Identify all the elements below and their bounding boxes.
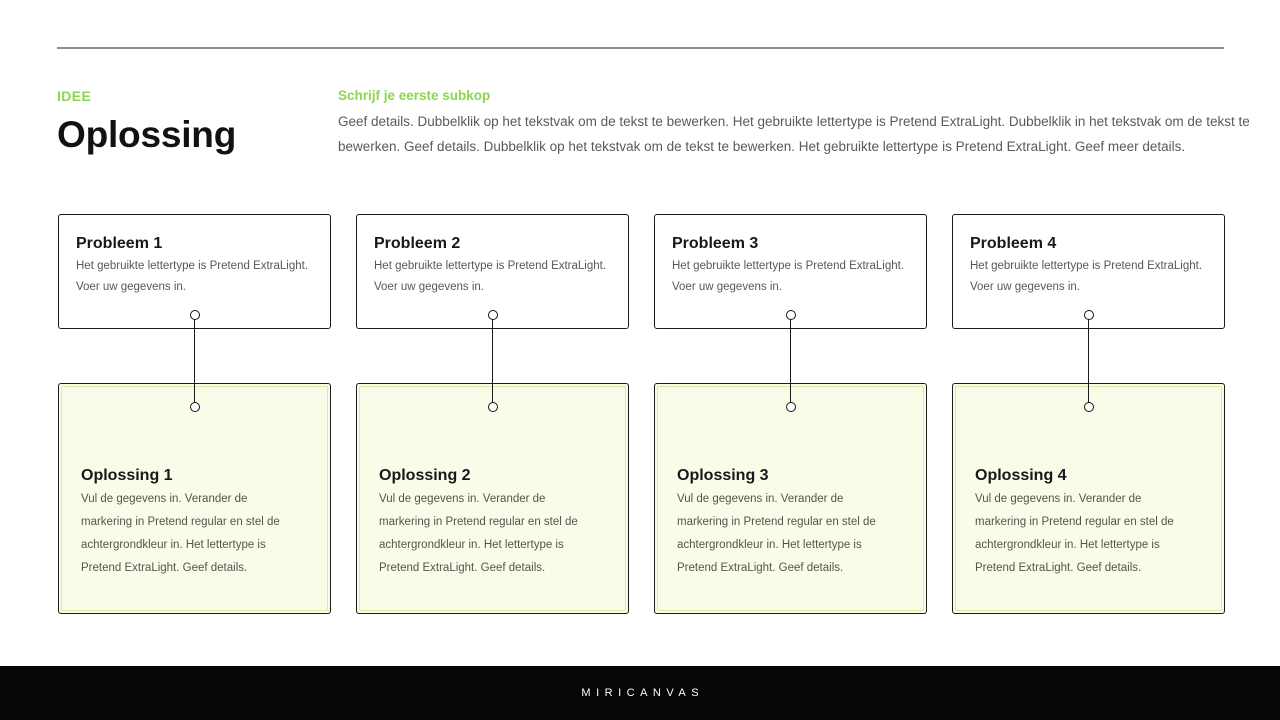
solution-body-line: markering in Pretend regular en stel de <box>81 516 280 528</box>
problem-body-line: Voer uw gegevens in. <box>672 281 782 293</box>
footer-bar <box>0 666 1280 720</box>
connector-dot-bottom <box>1084 402 1094 412</box>
problem-body-line: Het gebruikte lettertype is Pretend ExtraLight. <box>374 260 607 272</box>
problem-solution-column-3 <box>654 214 927 614</box>
solution-body-line: Vul de gegevens in. Verander de <box>975 493 1142 505</box>
problem-solution-column-1 <box>58 214 331 614</box>
intro-line: Geef details. Dubbelklik op het tekstvak om de tekst te bewerken. Het gebruikte lettertype is Pretend ExtraLight. Dubbelklik in het tekstvak om de tekst te <box>338 114 1250 129</box>
connector-dot-bottom <box>190 402 200 412</box>
connector-line <box>194 315 196 407</box>
solution-card-3[interactable] <box>654 383 927 614</box>
connector-dot-top <box>786 310 796 320</box>
problem-body-line: Voer uw gegevens in. <box>374 281 484 293</box>
solution-body-line: Vul de gegevens in. Verander de <box>677 493 844 505</box>
connector-line <box>492 315 494 407</box>
connector-line <box>1088 315 1090 407</box>
problem-body-line: Het gebruikte lettertype is Pretend ExtraLight. <box>970 260 1203 272</box>
solution-card-2[interactable] <box>356 383 629 614</box>
problem-title: Probleem 3 <box>672 235 759 252</box>
problem-body-line: Het gebruikte lettertype is Pretend ExtraLight. <box>76 260 309 272</box>
solution-body-line: Pretend ExtraLight. Geef details. <box>975 562 1142 574</box>
solution-body-line: markering in Pretend regular en stel de <box>975 516 1174 528</box>
problem-title: Probleem 1 <box>76 235 163 252</box>
solution-body-line: Pretend ExtraLight. Geef details. <box>379 562 546 574</box>
problem-title: Probleem 2 <box>374 235 461 252</box>
problem-body-line: Voer uw gegevens in. <box>970 281 1080 293</box>
intro-paragraph[interactable] <box>338 109 1250 159</box>
solution-body-line: Vul de gegevens in. Verander de <box>379 493 546 505</box>
connector-dot-top <box>488 310 498 320</box>
solution-title: Oplossing 2 <box>379 467 471 484</box>
top-divider-rule <box>57 47 1224 49</box>
header-right-block <box>338 88 1250 159</box>
solution-title: Oplossing 3 <box>677 467 769 484</box>
solution-body-line: achtergrondkleur in. Het lettertype is <box>975 539 1160 551</box>
solution-body-line: Pretend ExtraLight. Geef details. <box>677 562 844 574</box>
page-title[interactable]: Oplossing <box>57 114 237 155</box>
solution-title: Oplossing 4 <box>975 467 1067 484</box>
intro-line: bewerken. Geef details. Dubbelklik op het tekstvak om de tekst te bewerken. Het gebruikte lettertype is Pretend ExtraLight. Geef meer details. <box>338 139 1186 154</box>
solution-body-line: markering in Pretend regular en stel de <box>677 516 876 528</box>
subheading-label[interactable]: Schrijf je eerste subkop <box>338 88 491 103</box>
connector-dot-bottom <box>488 402 498 412</box>
header-left-block <box>57 88 236 158</box>
problem-body-line: Het gebruikte lettertype is Pretend ExtraLight. <box>672 260 905 272</box>
problem-body-line: Voer uw gegevens in. <box>76 281 186 293</box>
connector-dot-top <box>190 310 200 320</box>
connector-line <box>790 315 792 407</box>
solution-card-4[interactable] <box>952 383 1225 614</box>
solution-body-line: Vul de gegevens in. Verander de <box>81 493 248 505</box>
solution-body-line: achtergrondkleur in. Het lettertype is <box>81 539 266 551</box>
connector-dot-top <box>1084 310 1094 320</box>
solution-body-line: markering in Pretend regular en stel de <box>379 516 578 528</box>
solution-card-1[interactable] <box>58 383 331 614</box>
problem-solution-column-4 <box>952 214 1225 614</box>
solution-title: Oplossing 1 <box>81 467 173 484</box>
problem-title: Probleem 4 <box>970 235 1057 252</box>
eyebrow-label[interactable]: IDEE <box>57 88 92 104</box>
solution-body-line: achtergrondkleur in. Het lettertype is <box>379 539 564 551</box>
footer-brand-wordmark: MIRICANVAS <box>581 687 705 699</box>
problem-solution-column-2 <box>356 214 629 614</box>
connector-dot-bottom <box>786 402 796 412</box>
solution-body-line: Pretend ExtraLight. Geef details. <box>81 562 248 574</box>
solution-body-line: achtergrondkleur in. Het lettertype is <box>677 539 862 551</box>
